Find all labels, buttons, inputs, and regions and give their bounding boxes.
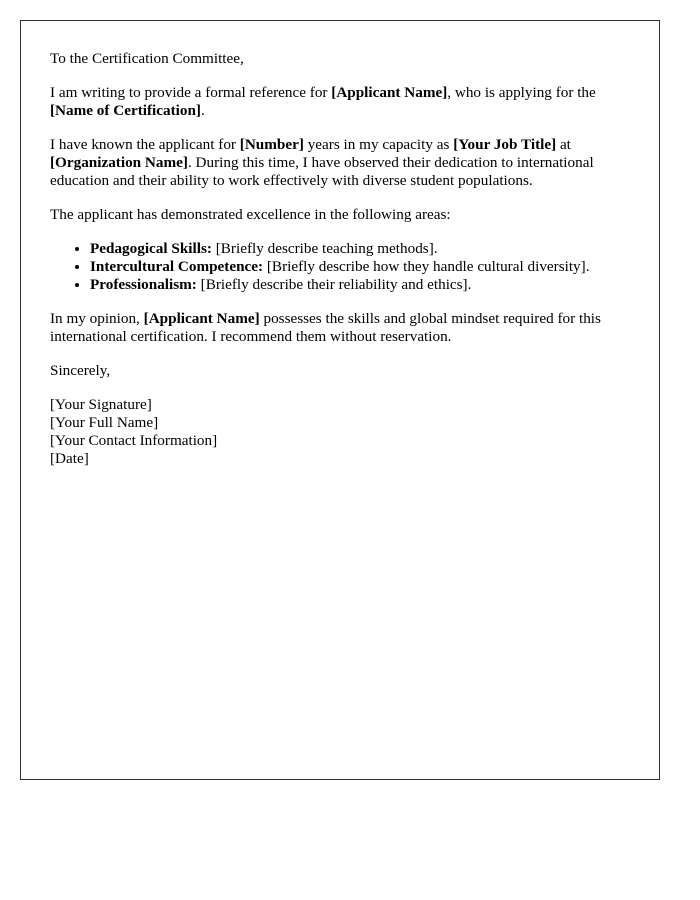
full-name-line: [Your Full Name] <box>50 414 159 431</box>
text: . During this time, I have observed their dedication to international education and their ability to work effectively with diverse student populations. <box>50 154 594 189</box>
applicant-name-placeholder: [Applicant Name] <box>331 84 448 101</box>
letter-body <box>50 50 640 468</box>
text: I have known the applicant for <box>50 136 240 153</box>
signature-block <box>50 396 640 468</box>
salutation: To the Certification Committee, <box>50 50 244 67</box>
signature-line: [Your Signature] <box>50 396 152 413</box>
applicant-name-placeholder: [Applicant Name] <box>143 310 260 327</box>
paragraph-areas-intro: The applicant has demonstrated excellence in the following areas: <box>50 206 451 223</box>
paragraph-reference-intro <box>50 84 640 120</box>
area-item-professionalism <box>90 276 640 294</box>
area-label: Pedagogical Skills: <box>90 240 212 257</box>
area-text: [Briefly describe how they handle cultural diversity]. <box>263 258 590 275</box>
certification-name-placeholder: [Name of Certification] <box>50 102 201 119</box>
area-item-intercultural <box>90 258 640 276</box>
area-label: Professionalism: <box>90 276 197 293</box>
area-text: [Briefly describe their reliability and ethics]. <box>196 276 472 293</box>
closing: Sincerely, <box>50 362 111 379</box>
date-line: [Date] <box>50 450 89 467</box>
text: I am writing to provide a formal reference for <box>50 84 332 101</box>
contact-line: [Your Contact Information] <box>50 432 218 449</box>
areas-list <box>50 240 640 294</box>
text: . <box>200 102 205 119</box>
text: In my opinion, <box>50 310 144 327</box>
text: , who is applying for the <box>447 84 596 101</box>
text: possesses the skills and global mindset required for this international certification. I recommend them without reservation. <box>50 310 601 345</box>
organization-placeholder: [Organization Name] <box>50 154 188 171</box>
paragraph-recommendation <box>50 310 640 346</box>
area-item-pedagogical <box>90 240 640 258</box>
job-title-placeholder: [Your Job Title] <box>453 136 557 153</box>
area-label: Intercultural Competence: <box>90 258 264 275</box>
text: years in my capacity as <box>303 136 454 153</box>
text: at <box>556 136 571 153</box>
letter-page <box>20 20 660 780</box>
number-placeholder: [Number] <box>239 136 304 153</box>
area-text: [Briefly describe teaching methods]. <box>211 240 438 257</box>
paragraph-relationship <box>50 136 640 190</box>
